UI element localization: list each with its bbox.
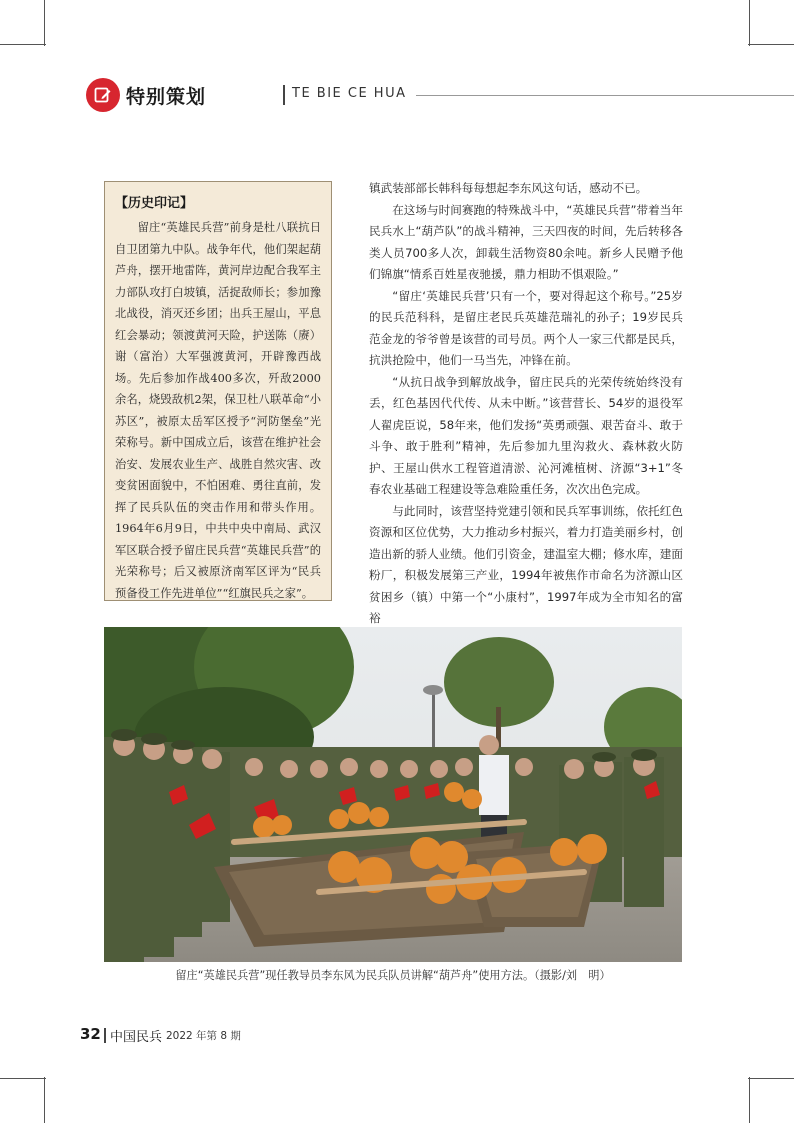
photo-caption: 留庄“英雄民兵营”现任教导员李东风为民兵队员讲解“葫芦舟”使用方法。（摄影/刘 明） (175, 969, 611, 982)
edit-pencil-icon (86, 78, 120, 112)
sidebar-text: 留庄“英雄民兵营”前身是杜八联抗日自卫团第九中队。战争年代，他们架起葫芦舟，摆开地雷阵，黄河岸边配合我军主力部队攻打白坡镇，活捉敌师长；参加豫北战役，消灭还乡团；出兵王屋山，平息红会暴动；领渡黄河天险，护送陈（赓）谢（富治）大军强渡黄河，开辟豫西战场。先后参加作战400多次，歼敌2000余名，烧毁敌机2架，保卫杜八联革命“小苏区”，被原太岳军区授予“河防堡垒”光荣称号。新中国成立后，该营在维护社会治安、发展农业生产、战胜自然灾害、改变贫困面貌中，不怕困难、勇往直前，发挥了民兵队伍的突击作用和带头作用。1964年6月9日，中共中央中南局、武汉军区联合授予留庄民兵营“英雄民兵营”的光荣称号；后又被原济南军区评为“民兵预备役工作先进单位”“红旗民兵之家”。 (115, 221, 321, 600)
issue-label: 2022 年第 8 期 (166, 1030, 241, 1042)
header-rule (416, 95, 794, 96)
article-paragraph: “从抗日战争到解放战争，留庄民兵的光荣传统始终没有丢，红色基因代代传、从未中断。”该营营长、54岁的退役军人翟虎臣说，58年来，他们发扬“英勇顽强、艰苦奋斗、敢于斗争、敢于胜利”精神，先后参加九里沟救火、森林救火防护、王屋山供水工程管道清淤、沁河滩植树、济源“3+1”冬春农业基础工程建设等急难险重任务，次次出色完成。 (369, 374, 683, 496)
crop-mark (44, 0, 45, 46)
crop-mark (749, 0, 750, 46)
magazine-name: 中国民兵 (110, 1030, 163, 1045)
crop-mark (0, 44, 46, 45)
article-paragraph: 在这场与时间赛跑的特殊战斗中，“英雄民兵营”带着当年民兵水上“葫芦队”的战斗精神，三天四夜的时间，先后转移各类人员700多人次，卸载生活物资80余吨。新乡人民赠予他们锦旗“情系百姓星夜驰援，鼎力相助不惧艰险。” (369, 202, 683, 281)
page-number: 32 (80, 1025, 101, 1043)
history-sidebar (104, 181, 332, 601)
section-title: 特别策划 (126, 86, 207, 108)
crop-mark (748, 44, 794, 45)
article-paragraph: 镇武装部部长韩科每每想起李东风这句话，感动不已。 (369, 181, 648, 195)
header-divider (283, 85, 285, 105)
sidebar-title: 【历史印记】 (115, 196, 194, 211)
crop-mark (748, 1078, 794, 1079)
article-paragraph: “留庄‘英雄民兵营’只有一个，要对得起这个称号。”25岁的民兵范科科，是留庄老民兵英雄范瑞礼的孙子；19岁民兵范金龙的爷爷曾是该营的司号员。两个人一家三代都是民兵，抗洪抢险中，他们一马当先，冲锋在前。 (369, 288, 683, 367)
crop-mark (0, 1078, 46, 1079)
crop-mark (749, 1077, 750, 1123)
section-subtitle: TE BIE CE HUA (292, 86, 407, 101)
crop-mark (44, 1077, 45, 1123)
militia-photo (104, 627, 682, 962)
article-body (369, 178, 683, 630)
article-paragraph: 与此同时，该营坚持党建引领和民兵军事训练，依托红色资源和区位优势，大力推动乡村振兴，着力打造美丽乡村，创造出新的骄人业绩。他们引资金，建温室大棚；修水库，建面粉厂，积极发展第三产业，1994年被焦作市命名为济源山区贫困乡（镇）中第一个“小康村”，1997年成为全市知名的富裕 (369, 503, 683, 625)
section-header (86, 78, 766, 114)
footer-divider (104, 1028, 106, 1043)
